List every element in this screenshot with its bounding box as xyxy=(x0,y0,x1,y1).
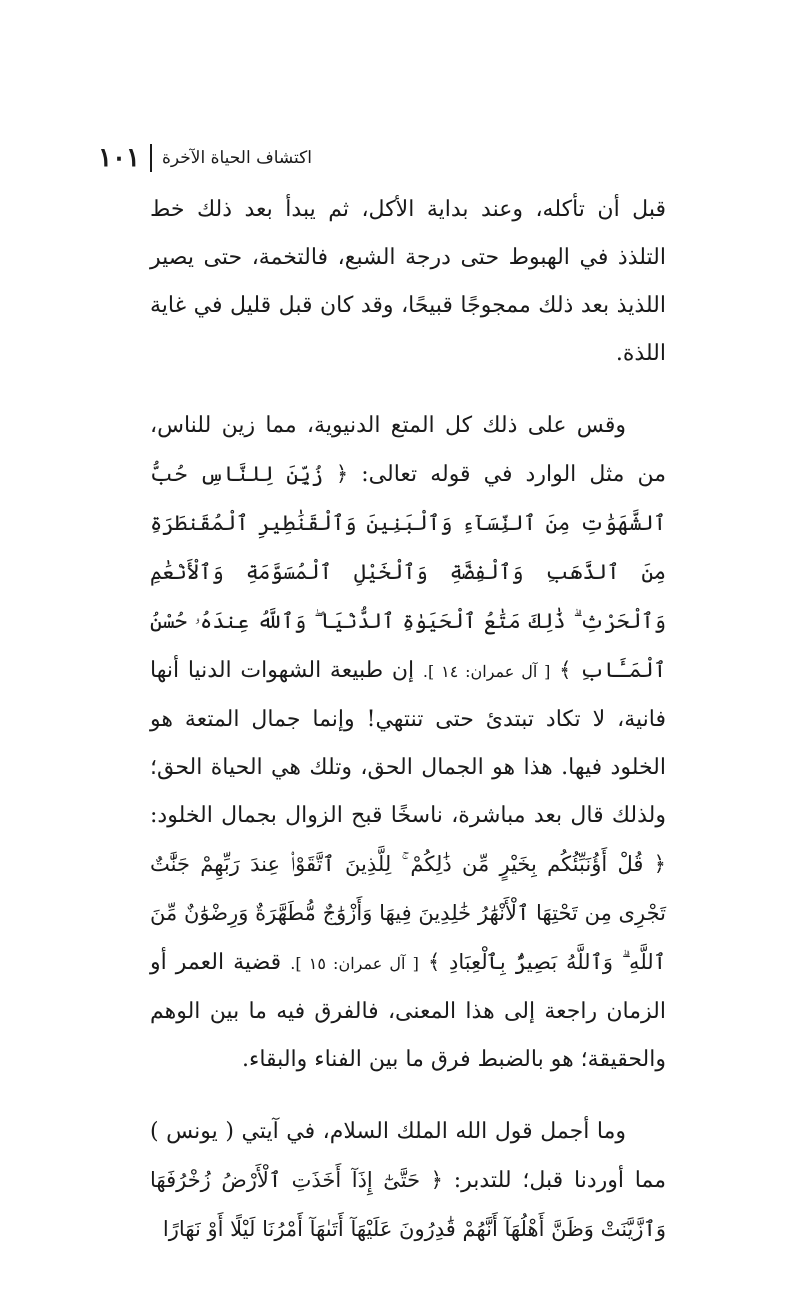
paragraph-3-intro: وما أجمل قول الله الملك السلام، في آيتي ( يونس ) مما أوردنا قبل؛ للتدبر: xyxy=(150,1119,666,1193)
paragraph-1: قبل أن تأكله، وعند بداية الأكل، ثم يبدأ بعد ذلك خط التلذذ في الهبوط حتى درجة الشبع، فالتخمة، حتى يصير اللذيذ بعد ذلك ممجوجًا قبيحًا، وقد كان قبل قليل في غاية اللذة. xyxy=(150,197,666,366)
verse-reference-1: [ آل عمران: ١٤ ]. xyxy=(422,662,551,681)
quran-verse-1: ﴿ زُيِّنَ لِلنَّاسِ حُبُّ ٱلشَّهَوَٰتِ مِنَ ٱلنِّسَآءِ وَٱلْبَنِينَ وَٱلْقَنَٰطِيرِ ٱلْمُقَنطَرَةِ مِنَ ٱلذَّهَبِ وَٱلْفِضَّةِ وَٱلْخَيْلِ ٱلْمُسَوَّمَةِ وَٱلْأَنْعَٰمِ وَٱلْحَرْثِ ۗ ذَٰلِكَ مَتَٰعُ ٱلْحَيَوٰةِ ٱلدُّنْيَا ۖ وَٱللَّهُ عِندَهُۥ حُسْنُ ٱلْمَـَٔابِ ﴾ xyxy=(150,462,666,682)
paragraph-2-middle: إن طبيعة الشهوات الدنيا أنها فانية، لا تكاد تبتدئ حتى تنتهي! وإنما جمال المتعة هو الخلود فيها. هذا هو الجمال الحق، وتلك هي الحياة الحق؛ ولذلك قال بعد مباشرة، ناسخًا قبح الزوال بجمال الخلود: xyxy=(150,658,666,828)
paragraph-2 xyxy=(150,402,666,1084)
header-divider xyxy=(150,144,152,172)
page-header xyxy=(92,140,312,176)
quran-verse-2: ﴿ قُلْ أَؤُنَبِّئُكُم بِخَيْرٍ مِّن ذَٰلِكُمْ ۚ لِلَّذِينَ ٱتَّقَوْا۟ عِندَ رَبِّهِمْ جَنَّٰتٌ تَجْرِى مِن تَحْتِهَا ٱلْأَنْهَٰرُ خَٰلِدِينَ فِيهَا وَأَزْوَٰجٌ مُّطَهَّرَةٌ وَرِضْوَٰنٌ مِّنَ ٱللَّهِ ۗ وَٱللَّهُ بَصِيرٌۢ بِٱلْعِبَادِ ﴾ xyxy=(150,852,666,974)
body-text xyxy=(150,186,666,1278)
running-title: اكتشاف الحياة الآخرة xyxy=(161,148,312,168)
page-number: ١٠١ xyxy=(98,143,140,173)
quran-verse-3: ﴿ حَتَّىٰٓ إِذَآ أَخَذَتِ ٱلْأَرْضُ زُخْرُفَهَا وَٱزَّيَّنَتْ وَظَنَّ أَهْلُهَآ أَنَّهُمْ قَٰدِرُونَ عَلَيْهَآ أَتَىٰهَآ أَمْرُنَا لَيْلًا أَوْ نَهَارًا xyxy=(150,1168,666,1241)
paragraph-3 xyxy=(150,1108,666,1254)
verse-reference-2: [ آل عمران: ١٥ ]. xyxy=(290,954,419,973)
paragraph-2-end: قضية العمر أو الزمان راجعة إلى هذا المعنى، فالفرق فيه ما بين الوهم والحقيقة؛ هو بالضبط فرق ما بين الفناء والبقاء. xyxy=(150,950,666,1072)
paragraph-2-intro: وقس على ذلك كل المتع الدنيوية، مما زين للناس، من مثل الوارد في قوله تعالى: xyxy=(150,413,666,487)
